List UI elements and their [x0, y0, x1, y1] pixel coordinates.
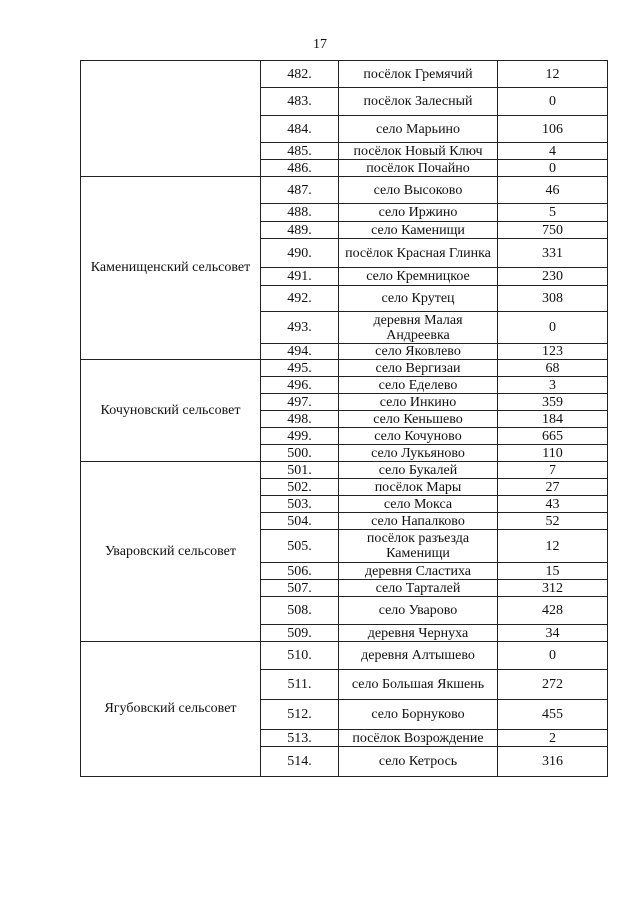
population-cell: 7 [498, 462, 608, 479]
settlement-name-cell: село Тарталей [339, 580, 498, 597]
row-number-cell: 497. [261, 394, 339, 411]
settlement-name-cell: село Букалей [339, 462, 498, 479]
population-cell: 184 [498, 411, 608, 428]
row-number-cell: 484. [261, 116, 339, 143]
population-cell: 27 [498, 479, 608, 496]
row-number-cell: 500. [261, 445, 339, 462]
settlement-name-cell: село Мокса [339, 496, 498, 513]
table-row [81, 61, 608, 88]
row-number-cell: 509. [261, 625, 339, 642]
row-number-cell: 490. [261, 239, 339, 268]
row-number-cell: 511. [261, 670, 339, 700]
population-cell: 272 [498, 670, 608, 700]
row-number-cell: 486. [261, 160, 339, 177]
population-cell: 3 [498, 377, 608, 394]
population-cell: 5 [498, 204, 608, 222]
population-cell: 12 [498, 530, 608, 563]
settlement-name-cell: деревня Алтышево [339, 642, 498, 670]
table-row [81, 360, 608, 377]
page-number: 17 [313, 37, 327, 52]
row-number-cell: 505. [261, 530, 339, 563]
settlement-name-cell: село Уварово [339, 597, 498, 625]
row-number-cell: 504. [261, 513, 339, 530]
row-number-cell: 491. [261, 268, 339, 286]
council-cell: Уваровский сельсовет [81, 462, 261, 642]
settlement-name-cell: посёлок Залесный [339, 88, 498, 116]
settlement-name-cell: село Марьино [339, 116, 498, 143]
population-cell: 428 [498, 597, 608, 625]
row-number-cell: 499. [261, 428, 339, 445]
population-cell: 52 [498, 513, 608, 530]
row-number-cell: 507. [261, 580, 339, 597]
settlement-name-cell: село Высоково [339, 177, 498, 204]
population-cell: 316 [498, 747, 608, 777]
row-number-cell: 501. [261, 462, 339, 479]
population-cell: 665 [498, 428, 608, 445]
row-number-cell: 512. [261, 700, 339, 730]
settlement-name-cell: село Иржино [339, 204, 498, 222]
population-cell: 34 [498, 625, 608, 642]
council-cell [81, 61, 261, 177]
settlement-name-cell: село Кеньшево [339, 411, 498, 428]
settlement-name-cell: деревня Сластиха [339, 563, 498, 580]
settlement-name-cell: село Борнуково [339, 700, 498, 730]
row-number-cell: 506. [261, 563, 339, 580]
settlement-name-cell: село Крутец [339, 286, 498, 312]
population-cell: 331 [498, 239, 608, 268]
settlement-name-cell: посёлок Гремячий [339, 61, 498, 88]
population-cell: 312 [498, 580, 608, 597]
row-number-cell: 488. [261, 204, 339, 222]
row-number-cell: 493. [261, 312, 339, 344]
population-cell: 455 [498, 700, 608, 730]
table-row [81, 177, 608, 204]
settlement-name-cell: село Лукьяново [339, 445, 498, 462]
settlement-name-cell: село Вергизаи [339, 360, 498, 377]
council-cell: Ягубовский сельсовет [81, 642, 261, 777]
settlement-name-cell: село Инкино [339, 394, 498, 411]
population-cell: 43 [498, 496, 608, 513]
settlement-name-cell: село Кочуново [339, 428, 498, 445]
population-cell: 750 [498, 222, 608, 239]
settlement-name-cell: посёлок Красная Глинка [339, 239, 498, 268]
population-cell: 15 [498, 563, 608, 580]
settlement-name-cell: деревня Чернуха [339, 625, 498, 642]
settlements-table-body [81, 61, 608, 777]
population-cell: 0 [498, 160, 608, 177]
settlement-name-cell: село Еделево [339, 377, 498, 394]
population-cell: 4 [498, 143, 608, 160]
settlement-name-cell: посёлок Почайно [339, 160, 498, 177]
row-number-cell: 502. [261, 479, 339, 496]
row-number-cell: 496. [261, 377, 339, 394]
row-number-cell: 494. [261, 344, 339, 360]
settlement-name-cell: село Кремницкое [339, 268, 498, 286]
row-number-cell: 487. [261, 177, 339, 204]
row-number-cell: 482. [261, 61, 339, 88]
settlement-name-cell: посёлок Мары [339, 479, 498, 496]
population-cell: 0 [498, 312, 608, 344]
row-number-cell: 485. [261, 143, 339, 160]
population-cell: 0 [498, 88, 608, 116]
settlement-name-cell: посёлок Новый Ключ [339, 143, 498, 160]
settlement-name-cell: село Напалково [339, 513, 498, 530]
row-number-cell: 503. [261, 496, 339, 513]
population-cell: 46 [498, 177, 608, 204]
settlement-name-cell: посёлок Возрождение [339, 730, 498, 747]
settlement-name-cell: село Каменищи [339, 222, 498, 239]
row-number-cell: 514. [261, 747, 339, 777]
population-cell: 0 [498, 642, 608, 670]
settlement-name-cell: деревня Малая Андреевка [339, 312, 498, 344]
population-cell: 68 [498, 360, 608, 377]
population-cell: 123 [498, 344, 608, 360]
settlements-table [80, 60, 608, 777]
table-row [81, 642, 608, 670]
population-cell: 308 [498, 286, 608, 312]
population-cell: 106 [498, 116, 608, 143]
population-cell: 230 [498, 268, 608, 286]
row-number-cell: 510. [261, 642, 339, 670]
row-number-cell: 492. [261, 286, 339, 312]
row-number-cell: 483. [261, 88, 339, 116]
population-cell: 2 [498, 730, 608, 747]
settlement-name-cell: село Яковлево [339, 344, 498, 360]
row-number-cell: 489. [261, 222, 339, 239]
row-number-cell: 498. [261, 411, 339, 428]
council-cell: Кочуновский сельсовет [81, 360, 261, 462]
row-number-cell: 508. [261, 597, 339, 625]
settlement-name-cell: село Кетрось [339, 747, 498, 777]
population-cell: 110 [498, 445, 608, 462]
population-cell: 12 [498, 61, 608, 88]
row-number-cell: 513. [261, 730, 339, 747]
settlement-name-cell: посёлок разъезда Каменищи [339, 530, 498, 563]
row-number-cell: 495. [261, 360, 339, 377]
settlement-name-cell: село Большая Якшень [339, 670, 498, 700]
table-row [81, 462, 608, 479]
council-cell: Каменищенский сельсовет [81, 177, 261, 360]
population-cell: 359 [498, 394, 608, 411]
